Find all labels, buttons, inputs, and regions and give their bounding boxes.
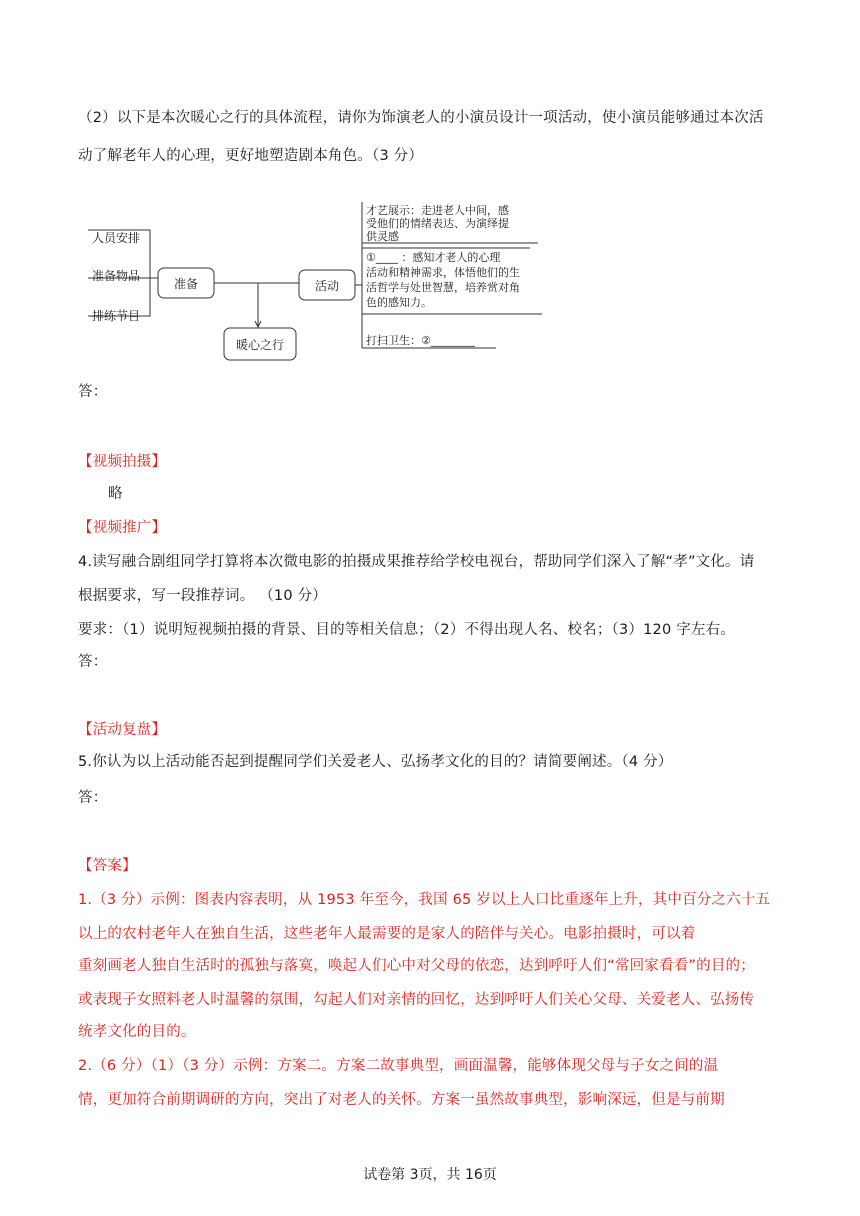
flow-branch-2-line-4: 色的感知力。 xyxy=(366,296,432,309)
flow-branch-2-line-3: 活哲学与处世智慧，培养赏对角 xyxy=(366,281,520,294)
flow-branch-2-line-2: 活动和精神需求，体悟他们的生 xyxy=(366,266,520,279)
answer-label: 答： xyxy=(78,790,108,806)
answer-1-line-3: 重刻画老人独自生活时的孤独与落寞，唤起人们心中对父母的依恋，达到呼吁人们“常回家看看”的目的； xyxy=(78,958,755,974)
question-4-line-2: 根据要求，写一段推荐词。 （10 分） xyxy=(78,588,327,604)
flow-trip-label: 暖心之行 xyxy=(236,338,285,352)
flow-activity-label: 活动 xyxy=(315,279,340,293)
question-2-line-1: （2）以下是本次暖心之行的具体流程，请你为饰演老人的小演员设计一项活动，使小演员能够通过本次活 xyxy=(78,110,764,126)
answer-1-line-4: 或表现子女照料老人时温馨的氛围，勾起人们对亲情的回忆，达到呼吁人们关心父母、关爱老人、弘扬传 xyxy=(78,992,755,1008)
question-4-line-1: 4.读写融合剧组同学打算将本次微电影的拍摄成果推荐给学校电视台，帮助同学们深入了解“孝”文化。请 xyxy=(78,554,755,570)
answer-label: 答： xyxy=(78,654,108,670)
question-5: 5.你认为以上活动能否起到提醒同学们关爱老人、弘扬孝文化的目的？请简要阐述。（4 分） xyxy=(78,754,673,770)
video-text: 略 xyxy=(108,486,123,502)
flow-branch-1-line-1: 才艺展示：走进老人中间，感 xyxy=(366,204,509,217)
section-heading-video: 【视频拍摄】 xyxy=(78,454,167,470)
flow-branch-3: 打扫卫生：②________ xyxy=(366,334,475,347)
question-4-requirements: 要求：（1）说明短视频拍摄的背景、目的等相关信息；（2）不得出现人名、校名；（3）120 字左右。 xyxy=(78,622,736,638)
page-footer: 试卷第 3页，共 16页 xyxy=(363,1167,497,1183)
activity-flowchart xyxy=(78,196,548,366)
flow-prepare-label: 准备 xyxy=(174,277,199,291)
answer-1-line-1: 1.（3 分）示例：图表内容表明，从 1953 年至今，我国 65 岁以上人口比重逐年上升，其中百分之六十五 xyxy=(78,892,771,908)
flow-branch-1-line-3: 供灵感 xyxy=(366,230,399,243)
answer-1-line-2: 以上的农村老年人在独自生活，这些老年人最需要的是家人的陪伴与关心。电影拍摄时，可以着 xyxy=(78,926,696,942)
answer-2-line-2: 情，更加符合前期调研的方向，突出了对老人的关怀。方案一虽然故事典型，影响深远，但是与前期 xyxy=(78,1092,725,1108)
flow-branch-2-line-1: ①____ ：感知才老人的心理 xyxy=(366,251,501,264)
section-heading-answer: 【答案】 xyxy=(78,858,137,874)
flow-branch-1-line-2: 受他们的情绪表达、为演绎提 xyxy=(366,217,509,230)
answer-1-line-5: 统孝文化的目的。 xyxy=(78,1024,196,1040)
answer-label: 答： xyxy=(78,384,108,400)
flow-item-rehearse: 排练节目 xyxy=(92,309,141,323)
section-heading-review: 【活动复盘】 xyxy=(78,722,167,738)
answer-2-line-1: 2.（6 分）（1）（3 分）示例：方案二。方案二故事典型，画面温馨，能够体现父母与子女之间的温 xyxy=(78,1058,719,1074)
section-heading-promo: 【视频推广】 xyxy=(78,520,167,536)
flow-item-supplies: 准备物品 xyxy=(92,269,141,283)
question-2-line-2: 动了解老年人的心理，更好地塑造剧本角色。（3 分） xyxy=(78,148,424,164)
flow-item-staff: 人员安排 xyxy=(92,231,141,245)
